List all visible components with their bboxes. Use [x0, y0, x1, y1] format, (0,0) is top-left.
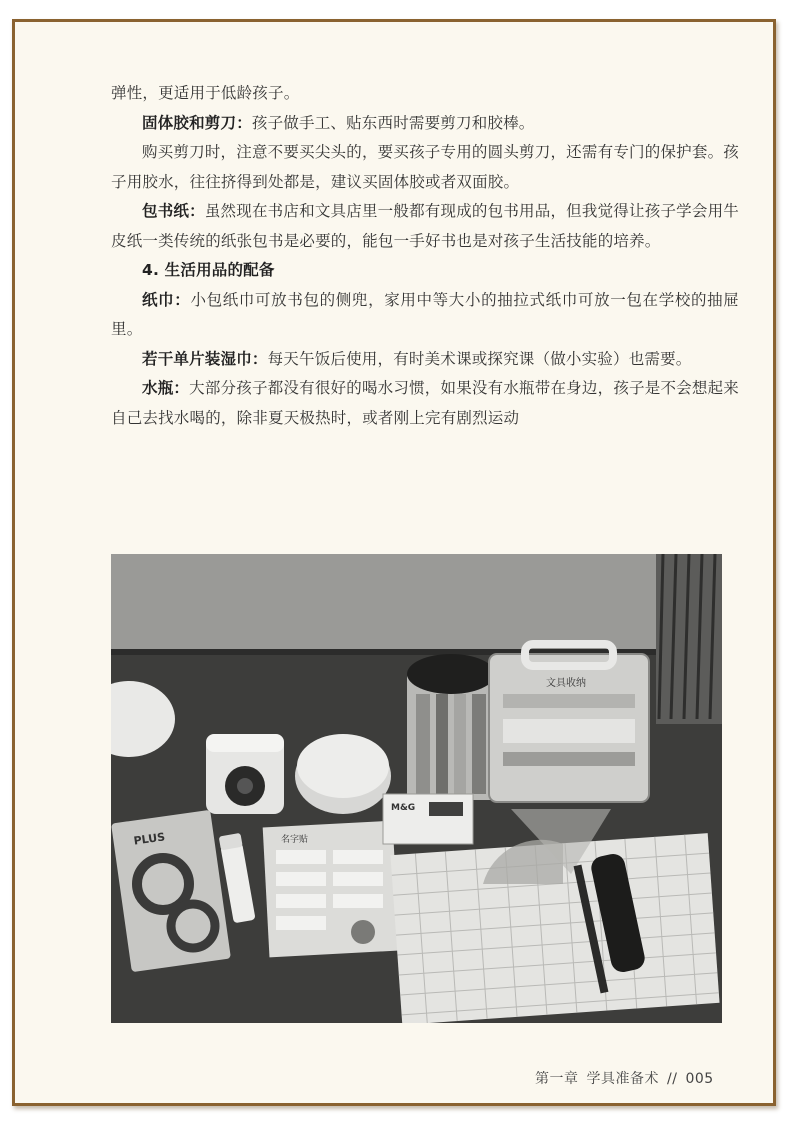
- pencil-sharpener: [206, 734, 284, 814]
- footer-separator: //: [667, 1071, 678, 1087]
- folder-stack: [656, 554, 722, 724]
- pencil-box: [383, 794, 473, 844]
- paragraph-elasticity: 弹性，更适用于低龄孩子。: [111, 84, 300, 102]
- term-glue-scissors: 固体胶和剪刀：: [142, 113, 252, 132]
- paragraph-book-cover: 包书纸：虽然现在书店和文具店里一般都有现成的包书用品，但我觉得让孩子学会用牛皮纸一类传统的纸张包书是必要的，能包一手好书也是对孩子生活技能的培养。: [111, 202, 739, 250]
- term-book-cover: 包书纸：: [142, 202, 205, 220]
- stationery-photo: [111, 554, 722, 1023]
- stationery-case: [489, 644, 649, 802]
- page-number: 005: [685, 1071, 714, 1087]
- paragraph-wet-wipes: 若干单片装湿巾：每天午饭后使用，有时美术课或探究课（做小实验）也需要。: [142, 349, 692, 368]
- sticker-label: 名字贴: [281, 835, 309, 845]
- term-wet-wipes: 若干单片装湿巾：: [142, 349, 268, 368]
- footer-chapter: 第一章: [535, 1071, 579, 1087]
- term-water-bottle: 水瓶：: [142, 379, 190, 397]
- pencil-cup: [407, 654, 495, 800]
- name-sticker-sheet: [263, 821, 400, 958]
- paragraph-glue-scissors: 固体胶和剪刀：孩子做手工、贴东西时需要剪刀和胶棒。: [142, 113, 535, 132]
- paragraph-tissue: 纸巾：小包纸巾可放书包的侧兜，家用中等大小的抽拉式纸巾可放一包在学校的抽屉里。: [111, 290, 739, 338]
- pencil-box-brand: M&G: [391, 803, 416, 813]
- book-page: [12, 19, 776, 1106]
- page-footer: [535, 1068, 722, 1088]
- section-heading: 4. 生活用品的配备: [142, 261, 275, 279]
- tape-brand: PLUS: [132, 830, 166, 848]
- term-tissue: 纸巾：: [142, 290, 191, 309]
- footer-title: 学具准备术: [586, 1071, 659, 1087]
- case-label: 文具收纳: [546, 678, 586, 689]
- round-eraser-box: [295, 734, 391, 814]
- paragraph-water-bottle: 水瓶：大部分孩子都没有很好的喝水习惯，如果没有水瓶带在身边，孩子是不会想起来自己去找水喝的，除非夏天极热时，或者刚上完有剧烈运动: [111, 379, 739, 427]
- paragraph-scissors-advice: 购买剪刀时，注意不要买尖头的，要买孩子专用的圆头剪刀，还需有专门的保护套。孩子用胶水，往往挤得到处都是，建议买固体胶或者双面胶。: [111, 143, 739, 191]
- correction-tape-pack: [111, 810, 231, 972]
- body-text: [111, 79, 739, 433]
